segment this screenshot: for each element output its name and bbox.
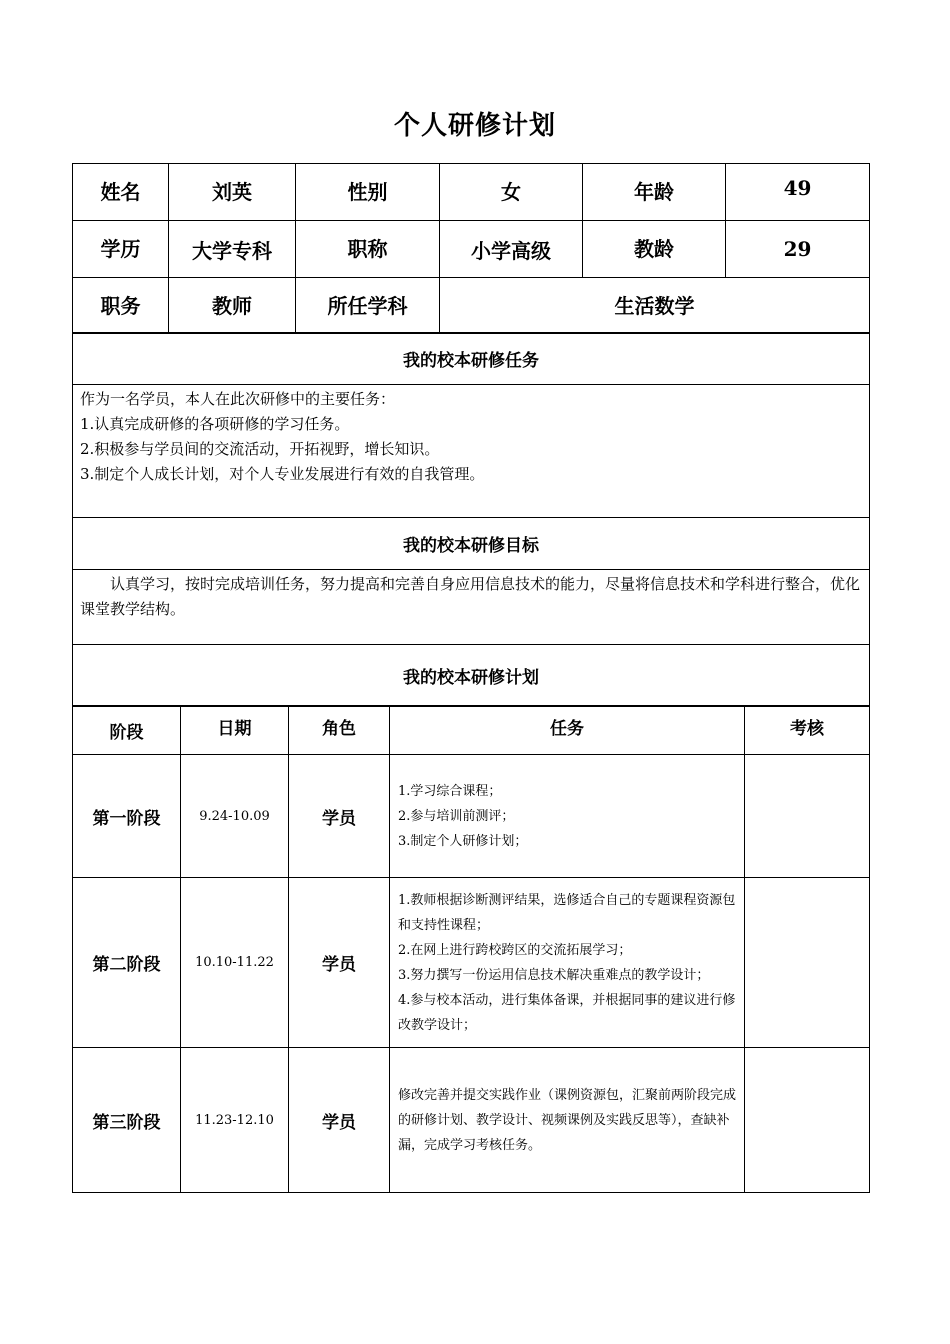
task-line: 1.教师根据诊断测评结果，选修适合自己的专题课程资源包和支持性课程； [398,892,736,933]
tasks-heading: 我的校本研修任务 [73,333,870,385]
teaching-years-label: 教龄 [583,221,726,278]
position-label: 职务 [73,278,169,334]
age-value: 49 [726,164,870,221]
table-row [73,878,870,1048]
table-row [73,1048,870,1193]
info-row-3 [73,278,870,334]
name-label: 姓名 [73,164,169,221]
stage-cell: 第三阶段 [73,1048,181,1193]
task-line: 3.制定个人研修计划； [398,833,528,849]
task-cell [390,878,745,1048]
table-row [73,755,870,878]
gender-value: 女 [440,164,583,221]
subject-label: 所任学科 [296,278,440,334]
teaching-years-value: 29 [726,221,870,278]
column-header: 任务 [390,706,745,755]
education-label: 学历 [73,221,169,278]
subject-value: 生活数学 [440,278,870,334]
gender-label: 性别 [296,164,440,221]
title-rank-value: 小学高级 [440,221,583,278]
research-sections-table [72,332,870,707]
stage-cell: 第一阶段 [73,755,181,878]
personal-info-table [72,163,870,334]
position-value: 教师 [169,278,296,334]
task-cell [390,755,745,878]
goal-text: 认真学习，按时完成培训任务，努力提高和完善自身应用信息技术的能力，尽量将信息技术和学科进行整合，优化课堂教学结构。 [80,575,861,618]
column-header: 考核 [745,706,870,755]
date-cell: 11.23-12.10 [181,1048,289,1193]
tasks-content [73,385,870,518]
assessment-cell [745,755,870,878]
task-line: 1.学习综合课程； [398,783,502,799]
assessment-cell [745,1048,870,1193]
date-cell: 10.10-11.22 [181,878,289,1048]
age-label: 年龄 [583,164,726,221]
column-header: 阶段 [73,706,181,755]
role-cell: 学员 [289,755,390,878]
task-line: 修改完善并提交实践作业（课例资源包，汇聚前两阶段完成的研修计划、教学设计、视频课例及实践反思等），查缺补漏，完成学习考核任务。 [398,1087,737,1153]
task-line: 2.在网上进行跨校跨区的交流拓展学习； [398,942,632,958]
task-line: 2.参与培训前测评； [398,808,515,824]
plan-heading: 我的校本研修计划 [73,645,870,707]
role-cell: 学员 [289,878,390,1048]
task-line: 3.努力撰写一份运用信息技术解决重难点的教学设计； [398,967,710,983]
plan-table [72,705,870,1193]
tasks-line: 2.积极参与学员间的交流活动，开拓视野，增长知识。 [80,440,440,458]
goal-content [73,570,870,645]
info-row-1 [73,164,870,221]
plan-header-row [73,706,870,755]
title-rank-label: 职称 [296,221,440,278]
tasks-line: 1.认真完成研修的各项研修的学习任务。 [80,415,350,433]
education-value: 大学专科 [169,221,296,278]
column-header: 角色 [289,706,390,755]
name-value: 刘英 [169,164,296,221]
stage-cell: 第二阶段 [73,878,181,1048]
task-line: 4.参与校本活动，进行集体备课，并根据同事的建议进行修改教学设计； [398,992,736,1033]
goal-heading: 我的校本研修目标 [73,518,870,570]
role-cell: 学员 [289,1048,390,1193]
task-cell [390,1048,745,1193]
date-cell: 9.24-10.09 [181,755,289,878]
info-row-2 [73,221,870,278]
tasks-line: 3.制定个人成长计划，对个人专业发展进行有效的自我管理。 [80,465,485,483]
column-header: 日期 [181,706,289,755]
tasks-line: 作为一名学员，本人在此次研修中的主要任务： [80,390,396,408]
assessment-cell [745,878,870,1048]
page-title: 个人研修计划 [393,111,556,141]
